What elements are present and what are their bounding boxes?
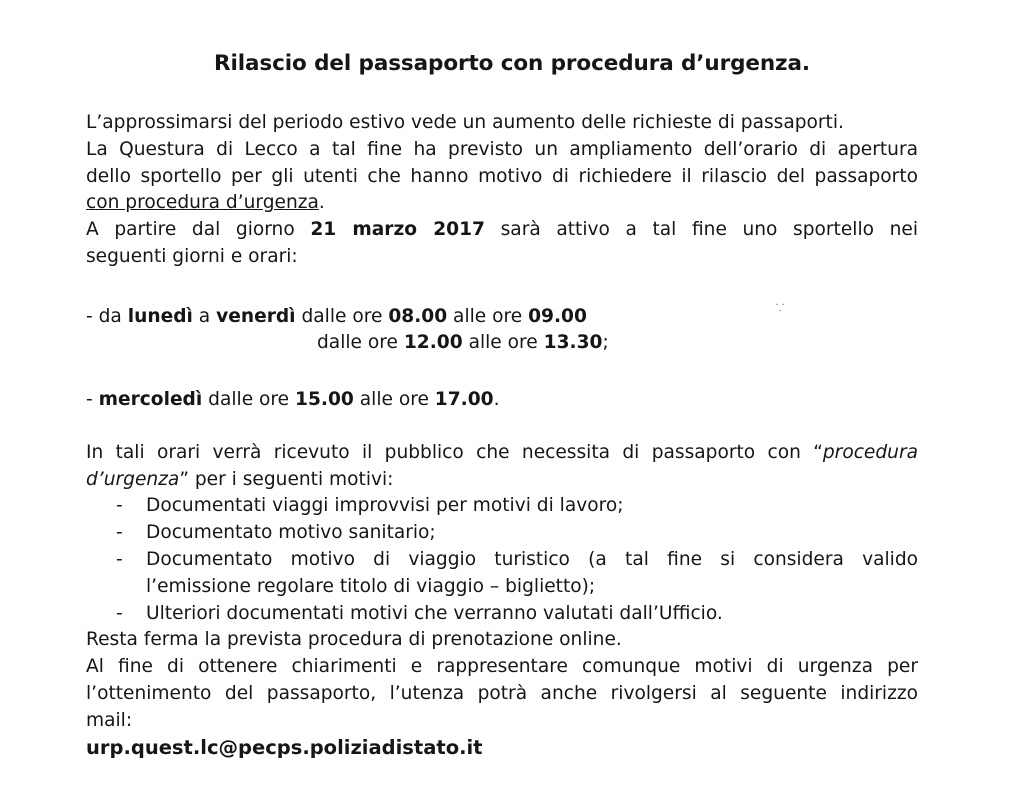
contact-line-1: Al fine di ottenere chiarimenti e rappresentare comunque motivi di urgenza per [86, 656, 918, 678]
schedule-row-weekdays-2: dalle ore 12.00 alle ore 13.30; [317, 332, 609, 354]
contact-email: urp.quest.lc@pecps.poliziadistato.it [86, 735, 483, 759]
start-date-line-2: seguenti giorni e orari: [86, 245, 298, 267]
list-item: - Documentato motivo di viaggio turistico (a tal fine si considera valido [116, 548, 918, 570]
urgent-procedure-underlined: con procedura d’urgenza [86, 192, 319, 214]
document-body [86, 110, 918, 761]
list-item: - Ulteriori documentati motivi che verranno valutati dall’Ufficio. [116, 602, 723, 624]
intro-para-line-1: La Questura di Lecco a tal fine ha previsto un ampliamento dell’orario di apertura [86, 138, 918, 160]
document-title: Rilascio del passaporto con procedura d’urgenza. [214, 51, 810, 76]
list-item: - Documentato motivo sanitario; [116, 522, 436, 544]
list-item-continuation: l’emissione regolare titolo di viaggio – biglietto); [146, 575, 596, 597]
intro-para-line-3: con procedura d’urgenza. [86, 192, 325, 214]
booking-note: Resta ferma la prevista procedura di prenotazione online. [86, 629, 622, 651]
contact-line-2: l’ottenimento del passaporto, l’utenza potrà anche rivolgersi al seguente indirizzo [86, 682, 918, 704]
contact-line-3: mail: [86, 709, 133, 731]
reasons-intro-line-1: In tali orari verrà ricevuto il pubblico che necessita di passaporto con “procedura [86, 441, 918, 463]
list-item: - Documentati viaggi improvvisi per motivi di lavoro; [116, 495, 624, 517]
reasons-list [86, 493, 918, 627]
reasons-intro-line-2: d’urgenza” per i seguenti motivi: [86, 468, 394, 490]
start-date-line: A partire dal giorno 21 marzo 2017 sarà attivo a tal fine uno sportello nei [86, 219, 918, 241]
intro-line: L’approssimarsi del periodo estivo vede un aumento delle richieste di passaporti. [86, 112, 844, 133]
intro-para-line-2: dello sportello per gli utenti che hanno motivo di richiedere il rilascio del passaporto [86, 165, 918, 187]
start-date: 21 marzo 2017 [310, 219, 485, 241]
schedule-row-weekdays: - da lunedì a venerdì dalle ore 08.00 alle ore 09.00 [86, 305, 587, 327]
schedule-row-wednesday: - mercoledì dalle ore 15.00 alle ore 17.00. [86, 388, 500, 410]
scan-speck-mark: ⸪ [776, 303, 785, 314]
